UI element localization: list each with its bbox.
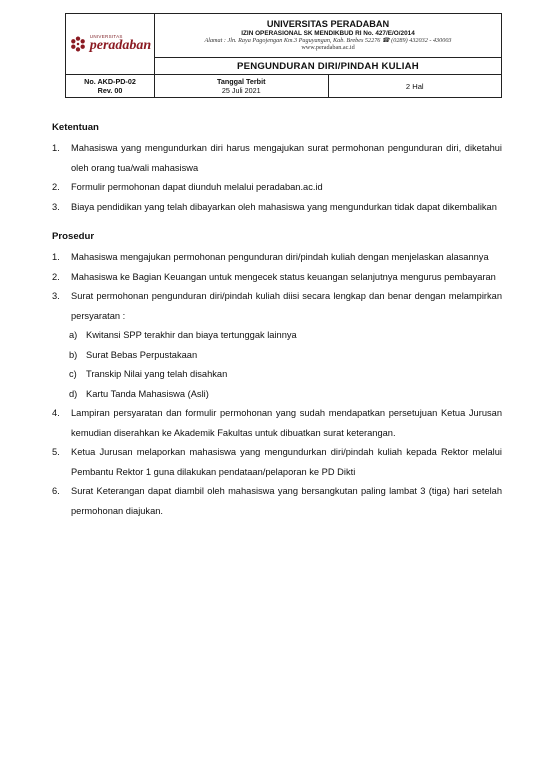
item-number: 1.: [52, 252, 60, 262]
list-item: [52, 443, 502, 482]
section-heading-ketentuan: Ketentuan: [52, 122, 99, 133]
list-item: [52, 198, 502, 218]
item-number: 6.: [52, 486, 60, 496]
list-item: [52, 482, 502, 521]
logo-wordmark: peradaban: [89, 38, 152, 54]
sub-item-text: Kwitansi SPP terakhir dan biaya tertunggak lainnya: [86, 330, 297, 340]
sub-item-letter: b): [69, 349, 78, 360]
item-text: Mahasiswa yang mengundurkan diri harus mengajukan surat permohonan pengunduran diri, diketahui oleh orang tua/wali mahasiswa: [71, 143, 502, 173]
sub-item-text: Kartu Tanda Mahasiswa (Asli): [86, 388, 209, 399]
sub-item-letter: a): [69, 330, 78, 340]
document-header: [65, 13, 502, 98]
issue-date-label: Tanggal Terbit: [217, 77, 266, 86]
sub-list-item: [52, 326, 502, 346]
item-text: Ketua Jurusan melaporkan mahasiswa yang mengundurkan diri/pindah kuliah kepada Rektor melalui Pembantu Rektor 1 guna dilakukan pendataan/pelaporan ke PD Dikti: [71, 447, 502, 477]
university-name: UNIVERSITAS PERADABAN: [266, 19, 390, 30]
document-number-cell: [66, 75, 155, 98]
logo-small-text: UNIVERSITAS: [89, 33, 123, 39]
item-number: 1.: [52, 143, 60, 153]
item-number: 5.: [52, 447, 60, 457]
item-number: 2.: [52, 182, 60, 192]
sub-item-letter: c): [69, 369, 77, 379]
item-text: Surat Keterangan dapat diambil oleh mahasiswa yang bersangkutan paling lambat 3 (tiga) hari setelah permohonan diajukan.: [71, 486, 502, 516]
operational-license: IZIN OPERASIONAL SK MENDIKBUD RI No. 427/E/O/2014: [241, 29, 415, 37]
sub-item-text: Surat Bebas Perpustakaan: [86, 349, 198, 360]
item-number: 3.: [52, 291, 60, 301]
revision-number: Rev. 00: [97, 86, 123, 95]
document-title: PENGUNDURAN DIRI/PINDAH KULIAH: [155, 58, 502, 75]
issue-date-value: 25 Juli 2021: [221, 86, 261, 95]
item-text: Biaya pendidikan yang telah dibayarkan oleh mahasiswa yang mengundurkan tidak dapat dikembalikan: [71, 201, 497, 212]
issue-date-cell: [155, 75, 329, 98]
sub-list-item: [52, 346, 502, 366]
item-number: 2.: [52, 271, 60, 282]
list-item: [52, 268, 502, 288]
page-count: 2 Hal: [328, 75, 502, 98]
university-logo: [66, 35, 154, 54]
document-number: No. AKD-PD-02: [84, 77, 136, 86]
item-text: Formulir permohonan dapat diunduh melalui peradaban.ac.id: [71, 182, 323, 192]
sub-list-item: [52, 385, 502, 405]
list-item: [52, 139, 502, 178]
university-website: www.peradaban.ac.id: [301, 44, 355, 52]
list-item: [52, 404, 502, 443]
item-text: Surat permohonan pengunduran diri/pindah kuliah diisi secara lengkap dan benar dengan melampirkan persyaratan :: [71, 291, 502, 321]
sub-item-letter: d): [69, 388, 78, 399]
item-number: 4.: [52, 408, 60, 418]
item-text: Mahasiswa mengajukan permohonan pengunduran diri/pindah kuliah dengan menjelaskan alasannya: [71, 252, 489, 262]
flower-emblem-icon: [69, 35, 87, 53]
list-item: [52, 248, 502, 268]
item-text: Mahasiswa ke Bagian Keuangan untuk mengecek status keuangan selanjutnya mengurus pembayaran: [71, 271, 496, 282]
sub-list-item: [52, 365, 502, 385]
list-item: [52, 287, 502, 326]
section-heading-prosedur: Prosedur: [52, 231, 95, 242]
logo-cell: [66, 14, 155, 75]
university-info: [155, 14, 502, 58]
sub-item-text: Transkip Nilai yang telah disahkan: [86, 369, 228, 379]
university-address: Alamat : Jln. Raya Pagojengan Km.3 Paguyangan, Kab. Brebes 52276 ☎ (0289) 432032 - 430003: [204, 37, 452, 45]
document-body: [52, 121, 502, 521]
item-text: Lampiran persyaratan dan formulir permohonan yang sudah mendapatkan persetujuan Ketua Jurusan kemudian diserahkan ke Akademik Fakultas untuk dibuatkan surat keterangan.: [71, 408, 502, 438]
item-number: 3.: [52, 201, 60, 212]
list-item: [52, 178, 502, 198]
